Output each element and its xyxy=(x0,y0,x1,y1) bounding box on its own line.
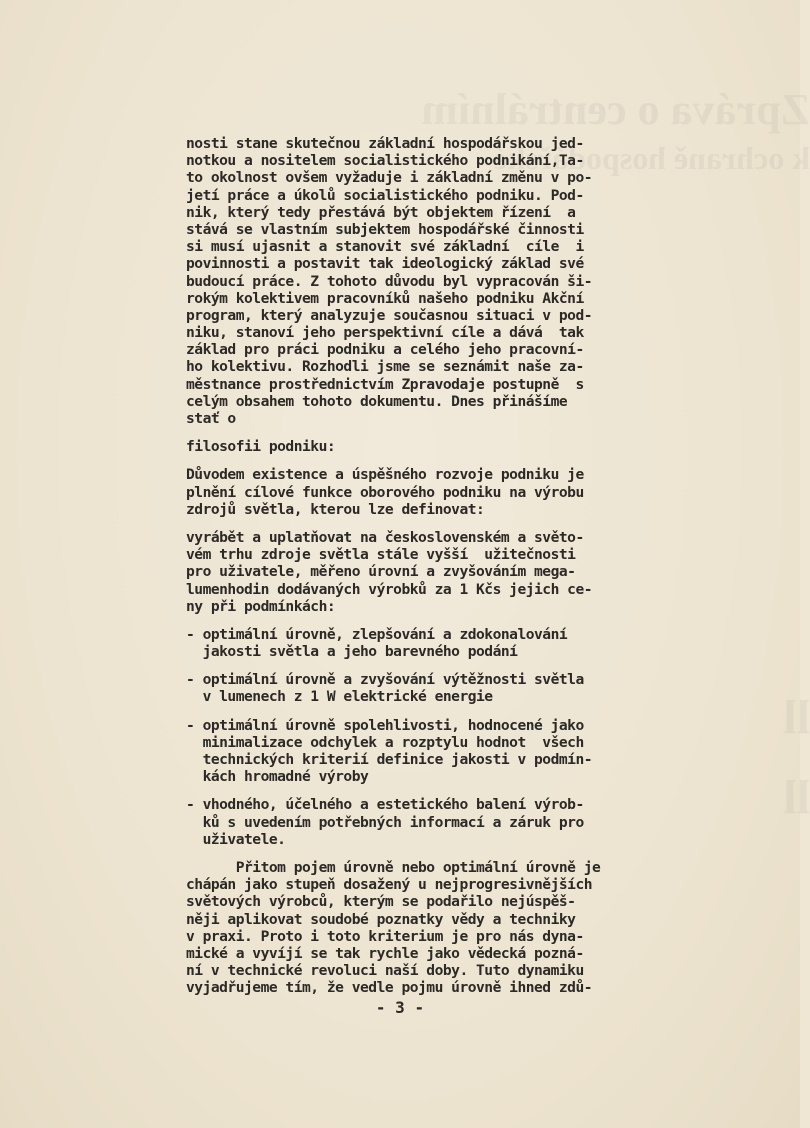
text-line: nosti stane skutečnou základní hospodářskou jed- xyxy=(186,135,584,152)
text-line: zdrojů světla, kterou lze definovat: xyxy=(186,500,485,518)
show-through-text: k ochraně hospodářské xyxy=(493,140,810,176)
paragraph-reason xyxy=(186,466,686,518)
text-line: městnance prostřednictvím Zpravodaje postupně s xyxy=(186,375,584,393)
text-line: kách hromadné výroby xyxy=(186,768,369,786)
text-line: vyrábět a uplatňovat na československém a světo- xyxy=(186,528,584,546)
list-item xyxy=(186,796,686,848)
text-line: něji aplikovat soudobé poznatky vědy a techniky xyxy=(186,910,576,928)
text-line: základ pro práci podniku a celého jeho pracovní- xyxy=(186,341,584,359)
text-line: v lumenech z 1 W elektrické energie xyxy=(186,688,493,706)
text-line: technických kriterií definice jakosti v podmín- xyxy=(186,751,593,768)
text-line: chápán jako stupeň dosažený u nejprogresivnějších xyxy=(186,876,593,894)
list-item xyxy=(186,671,686,705)
text-line: jakosti světla a jeho barevného podání xyxy=(186,643,518,661)
text-line: budoucí práce. Z tohoto důvodu byl vypracován ši- xyxy=(186,272,593,290)
text-line: stává se vlastním subjektem hospodářské činnosti xyxy=(186,220,584,238)
text-line: světových výrobců, kterým se podařilo nejúspěš- xyxy=(186,893,576,911)
text-line: uživatele. xyxy=(186,830,286,848)
text-line: Důvodem existence a úspěšného rozvoje podniku je xyxy=(186,466,584,484)
text-line: - vhodného, účelného a estetického balení výrob- xyxy=(186,796,584,814)
paragraph-intro xyxy=(186,135,686,427)
text-line: notkou a nositelem socialistického podnikání,Ta- xyxy=(186,152,584,170)
text-line: - optimální úrovně spolehlivosti, hodnocené jako xyxy=(186,716,584,734)
text-line: v praxi. Proto i toto kriterium je pro nás dyna- xyxy=(186,927,584,945)
text-line: ní v technické revoluci naší doby. Tuto dynamiku xyxy=(186,962,584,980)
list-item xyxy=(186,626,686,660)
text-line: ků s uvedením potřebných informací a záruk pro xyxy=(186,813,584,831)
text-line: mické a vyvíjí se tak rychle jako vědecká pozná- xyxy=(186,944,584,962)
body-text xyxy=(186,135,686,996)
text-line: - optimální úrovně, zlepšování a zdokonalování xyxy=(186,625,568,643)
paragraph-definition xyxy=(186,529,686,615)
text-line: vém trhu zdroje světla stále vyšší užitečnosti xyxy=(186,546,576,564)
text-line: lumenhodin dodávaných výrobků za 1 Kčs jejich ce- xyxy=(186,580,593,598)
paragraph-level xyxy=(186,859,686,997)
text-line: rokým kolektivem pracovníků našeho podniku Akční xyxy=(186,289,584,307)
text-line: vyjadřujeme tím, že vedle pojmu úrovně ihned zdů- xyxy=(186,979,593,997)
text-line: pro uživatele, měřeno úrovní a zvyšováním mega- xyxy=(186,563,576,581)
text-line: jetí práce a úkolů socialistického podniku. Pod- xyxy=(186,186,584,204)
section-heading: filosofii podniku: xyxy=(186,438,336,456)
page-number: - 3 - xyxy=(375,998,425,1017)
text-line: - optimální úrovně a zvyšování výtěžnosti světla xyxy=(186,671,584,689)
text-line: povinnosti a postavit tak ideologický základ své xyxy=(186,255,584,273)
list-item xyxy=(186,717,686,786)
text-line: minimalizace odchylek a rozptylu hodnot všech xyxy=(186,733,584,751)
text-line: program, který analyzuje současnou situaci v pod- xyxy=(186,306,593,324)
text-line: ho kolektivu. Rozhodli jsme se seznámit naše za- xyxy=(186,358,584,376)
text-line: nik, který tedy přestává být objektem řízení a xyxy=(186,203,576,221)
text-line: celým obsahem tohoto dokumentu. Dnes přinášíme xyxy=(186,392,568,410)
show-through-text: Zpráva o centrálním xyxy=(421,85,810,134)
text-line: ny při podmínkách: xyxy=(186,597,336,615)
text-line: si musí ujasnit a stanovit své základní cíle i xyxy=(186,238,584,256)
conditions-list xyxy=(186,626,686,848)
text-line: stať o xyxy=(186,410,236,427)
text-line: to okolnost ovšem vyžaduje i základní změnu v po- xyxy=(186,169,593,187)
text-line: niku, stanoví jeho perspektivní cíle a dává tak xyxy=(186,324,584,342)
text-line: Přitom pojem úrovně nebo optimální úrovně je xyxy=(186,858,601,876)
text-line: plnění cílové funkce oborového podniku na výrobu xyxy=(186,483,584,501)
show-through-text: ll xyxy=(783,771,810,824)
show-through-text: ll xyxy=(783,691,810,744)
